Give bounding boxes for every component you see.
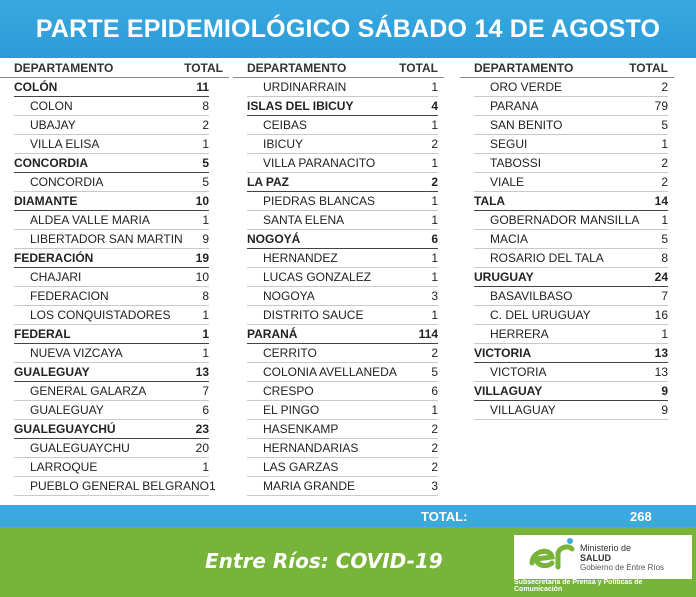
row-total: 1 <box>431 156 438 170</box>
locality-row <box>247 135 438 154</box>
header-banner <box>0 0 696 58</box>
total-column-header: TOTAL <box>184 60 223 75</box>
row-total: 1 <box>202 346 209 360</box>
logo-strip: Subsecretaría de Prensa y Políticas de Comunicación <box>514 579 692 593</box>
locality-row <box>247 268 438 287</box>
row-name: CONCORDIA <box>30 175 104 189</box>
row-name: VILLAGUAY <box>490 403 556 417</box>
row-total: 1 <box>431 251 438 265</box>
row-name: GENERAL GALARZA <box>30 384 147 398</box>
row-name: DISTRITO SAUCE <box>263 308 364 322</box>
row-name: COLONIA AVELLANEDA <box>263 365 397 379</box>
locality-row <box>247 420 438 439</box>
row-total: 20 <box>195 441 209 455</box>
row-total: 2 <box>202 118 209 132</box>
table-header-row <box>0 58 229 78</box>
department-row <box>474 344 668 363</box>
row-total: 5 <box>431 365 438 379</box>
locality-row <box>14 116 209 135</box>
row-name: GUALEGUAY <box>14 365 90 379</box>
row-name: NOGOYÁ <box>247 232 301 246</box>
locality-row <box>247 401 438 420</box>
row-total: 1 <box>202 308 209 322</box>
row-total: 2 <box>661 175 668 189</box>
row-name: VILLA ELISA <box>30 137 100 151</box>
cases-table <box>0 58 696 505</box>
department-row <box>14 420 209 439</box>
department-row <box>14 249 209 268</box>
row-name: PARANA <box>490 99 539 113</box>
row-total: 1 <box>431 213 438 227</box>
row-total: 13 <box>195 365 209 379</box>
locality-row <box>247 116 438 135</box>
locality-row <box>247 344 438 363</box>
table-column-3 <box>460 58 674 420</box>
department-row <box>14 192 209 211</box>
row-name: LA PAZ <box>247 175 289 189</box>
row-total: 16 <box>654 308 668 322</box>
locality-row <box>247 78 438 97</box>
grand-total-label: TOTAL: <box>421 509 468 524</box>
row-name: LARROQUE <box>30 460 98 474</box>
row-name: EL PINGO <box>263 403 320 417</box>
logo-line-2: SALUD <box>580 553 611 563</box>
row-name: VILLAGUAY <box>474 384 543 398</box>
department-row <box>247 230 438 249</box>
table-column-2 <box>233 58 444 496</box>
department-row <box>247 325 438 344</box>
row-total: 2 <box>661 80 668 94</box>
row-name: VILLA PARANACITO <box>263 156 376 170</box>
row-name: IBICUY <box>263 137 304 151</box>
department-row <box>14 363 209 382</box>
locality-row <box>474 401 668 420</box>
locality-row <box>474 230 668 249</box>
department-column-header: DEPARTAMENTO <box>14 60 114 75</box>
row-total: 1 <box>431 403 438 417</box>
table-header-row <box>460 58 674 78</box>
row-name: URDINARRAIN <box>263 80 347 94</box>
row-total: 13 <box>654 365 668 379</box>
locality-row <box>14 173 209 192</box>
row-total: 2 <box>431 422 438 436</box>
row-total: 1 <box>431 194 438 208</box>
footer-caption: Entre Ríos: COVID-19 <box>205 549 443 573</box>
row-name: HERNANDEZ <box>263 251 338 265</box>
locality-row <box>247 458 438 477</box>
row-total: 1 <box>661 327 668 341</box>
row-name: C. DEL URUGUAY <box>490 308 591 322</box>
row-total: 8 <box>661 251 668 265</box>
ministry-logo <box>514 535 692 593</box>
locality-row <box>474 306 668 325</box>
row-total: 1 <box>202 327 209 341</box>
row-name: COLON <box>30 99 73 113</box>
logo-line-3: Gobierno de Entre Ríos <box>580 563 665 572</box>
row-total: 9 <box>202 232 209 246</box>
row-total: 1 <box>431 80 438 94</box>
row-name: ISLAS DEL IBICUY <box>247 99 354 113</box>
row-total: 1 <box>202 460 209 474</box>
row-total: 79 <box>654 99 668 113</box>
row-name: SEGUI <box>490 137 528 151</box>
locality-row <box>14 458 209 477</box>
row-name: HERRERA <box>490 327 549 341</box>
locality-row <box>14 135 209 154</box>
row-total: 2 <box>431 137 438 151</box>
row-total: 2 <box>431 460 438 474</box>
row-total: 7 <box>661 289 668 303</box>
row-total: 5 <box>202 156 209 170</box>
total-column-header: TOTAL <box>399 60 438 75</box>
row-name: LIBERTADOR SAN MARTIN <box>30 232 183 246</box>
row-total: 4 <box>431 99 438 113</box>
locality-row <box>474 249 668 268</box>
row-name: SANTA ELENA <box>263 213 345 227</box>
logo-line-1: Ministerio de <box>580 543 632 553</box>
row-total: 1 <box>661 137 668 151</box>
department-column-header: DEPARTAMENTO <box>247 60 347 75</box>
row-total: 1 <box>202 213 209 227</box>
row-total: 3 <box>431 479 438 493</box>
row-name: NOGOYA <box>263 289 315 303</box>
row-total: 6 <box>431 384 438 398</box>
row-total: 5 <box>661 118 668 132</box>
locality-row <box>247 363 438 382</box>
row-total: 24 <box>654 270 668 284</box>
locality-row <box>474 173 668 192</box>
row-total: 1 <box>661 213 668 227</box>
locality-row <box>14 97 209 116</box>
row-name: UBAJAY <box>30 118 76 132</box>
row-total: 9 <box>661 403 668 417</box>
department-row <box>247 173 438 192</box>
locality-row <box>14 439 209 458</box>
row-total: 11 <box>196 80 209 94</box>
row-name: PUEBLO GENERAL BELGRANO <box>30 479 209 493</box>
row-total: 19 <box>195 251 209 265</box>
locality-row <box>474 363 668 382</box>
row-name: DIAMANTE <box>14 194 78 208</box>
locality-row <box>474 97 668 116</box>
row-total: 9 <box>661 384 668 398</box>
row-total: 1 <box>208 479 216 493</box>
department-row <box>474 268 668 287</box>
locality-row <box>247 306 438 325</box>
page-title: PARTE EPIDEMIOLÓGICO SÁBADO 14 DE AGOSTO <box>35 14 661 43</box>
row-name: VIALE <box>490 175 525 189</box>
row-total: 1 <box>431 118 438 132</box>
locality-row <box>14 268 209 287</box>
row-total: 5 <box>202 175 209 189</box>
row-name: COLÓN <box>14 80 58 94</box>
row-name: URUGUAY <box>474 270 534 284</box>
row-total: 2 <box>431 175 438 189</box>
row-total: 8 <box>202 289 209 303</box>
row-total: 3 <box>431 289 438 303</box>
row-total: 2 <box>431 346 438 360</box>
row-name: PIEDRAS BLANCAS <box>263 194 376 208</box>
row-total: 6 <box>431 232 438 246</box>
row-name: GUALEGUAY <box>30 403 104 417</box>
locality-row <box>14 287 209 306</box>
department-row <box>14 325 209 344</box>
row-name: MACIA <box>490 232 529 246</box>
row-name: FEDERACION <box>30 289 109 303</box>
locality-row <box>14 306 209 325</box>
row-total: 7 <box>202 384 209 398</box>
locality-row <box>247 477 438 496</box>
row-total: 8 <box>202 99 209 113</box>
row-name: GUALEGUAYCHU <box>30 441 130 455</box>
row-name: HERNANDARIAS <box>263 441 359 455</box>
row-total: 1 <box>202 137 209 151</box>
locality-row <box>474 154 668 173</box>
locality-row <box>474 287 668 306</box>
locality-row <box>247 287 438 306</box>
locality-row <box>474 135 668 154</box>
locality-row <box>14 344 209 363</box>
row-total: 5 <box>661 232 668 246</box>
row-total: 13 <box>654 346 668 360</box>
row-name: CRESPO <box>263 384 314 398</box>
row-name: SAN BENITO <box>490 118 563 132</box>
row-name: FEDERAL <box>14 327 71 341</box>
row-name: CONCORDIA <box>14 156 88 170</box>
row-name: CERRITO <box>263 346 317 360</box>
row-name: CHAJARI <box>30 270 82 284</box>
row-total: 14 <box>654 194 668 208</box>
row-total: 6 <box>202 403 209 417</box>
department-row <box>474 192 668 211</box>
row-name: PARANÁ <box>247 327 298 341</box>
row-name: NUEVA VIZCAYA <box>30 346 123 360</box>
row-name: ORO VERDE <box>490 80 563 94</box>
total-column-header: TOTAL <box>629 60 668 75</box>
row-total: 1 <box>431 308 438 322</box>
row-total: 23 <box>195 422 209 436</box>
locality-row <box>474 116 668 135</box>
row-name: FEDERACIÓN <box>14 251 94 265</box>
row-name: LOS CONQUISTADORES <box>30 308 171 322</box>
row-name: HASENKAMP <box>263 422 339 436</box>
department-row <box>14 154 209 173</box>
grand-total-bar <box>0 505 696 527</box>
er-logo-icon <box>526 537 576 575</box>
row-total: 2 <box>431 441 438 455</box>
locality-row <box>474 325 668 344</box>
locality-row <box>247 439 438 458</box>
row-name: CEIBAS <box>263 118 308 132</box>
row-name: ROSARIO DEL TALA <box>490 251 604 265</box>
row-name: GOBERNADOR MANSILLA <box>490 213 640 227</box>
locality-row <box>14 477 216 496</box>
locality-row <box>247 249 438 268</box>
locality-row <box>474 211 668 230</box>
row-name: ALDEA VALLE MARIA <box>30 213 150 227</box>
row-name: VICTORIA <box>474 346 532 360</box>
locality-row <box>474 78 668 97</box>
locality-row <box>247 192 438 211</box>
department-row <box>14 78 209 97</box>
table-column-1 <box>0 58 229 496</box>
grand-total-value: 268 <box>630 509 652 524</box>
row-name: TALA <box>474 194 506 208</box>
row-name: LAS GARZAS <box>263 460 339 474</box>
locality-row <box>14 211 209 230</box>
locality-row <box>247 382 438 401</box>
row-name: MARIA GRANDE <box>263 479 356 493</box>
locality-row <box>247 211 438 230</box>
locality-row <box>14 401 209 420</box>
department-row <box>474 382 668 401</box>
department-column-header: DEPARTAMENTO <box>474 60 574 75</box>
row-total: 114 <box>418 327 438 341</box>
row-name: BASAVILBASO <box>490 289 573 303</box>
row-total: 10 <box>195 270 209 284</box>
locality-row <box>14 382 209 401</box>
department-row <box>247 97 438 116</box>
footer <box>0 527 696 597</box>
row-name: TABOSSI <box>490 156 542 170</box>
row-total: 1 <box>431 270 438 284</box>
row-total: 10 <box>195 194 209 208</box>
table-header-row <box>233 58 444 78</box>
row-total: 2 <box>661 156 668 170</box>
row-name: GUALEGUAYCHÚ <box>14 422 116 436</box>
locality-row <box>247 154 438 173</box>
locality-row <box>14 230 209 249</box>
row-name: LUCAS GONZALEZ <box>263 270 372 284</box>
row-name: VICTORIA <box>490 365 547 379</box>
